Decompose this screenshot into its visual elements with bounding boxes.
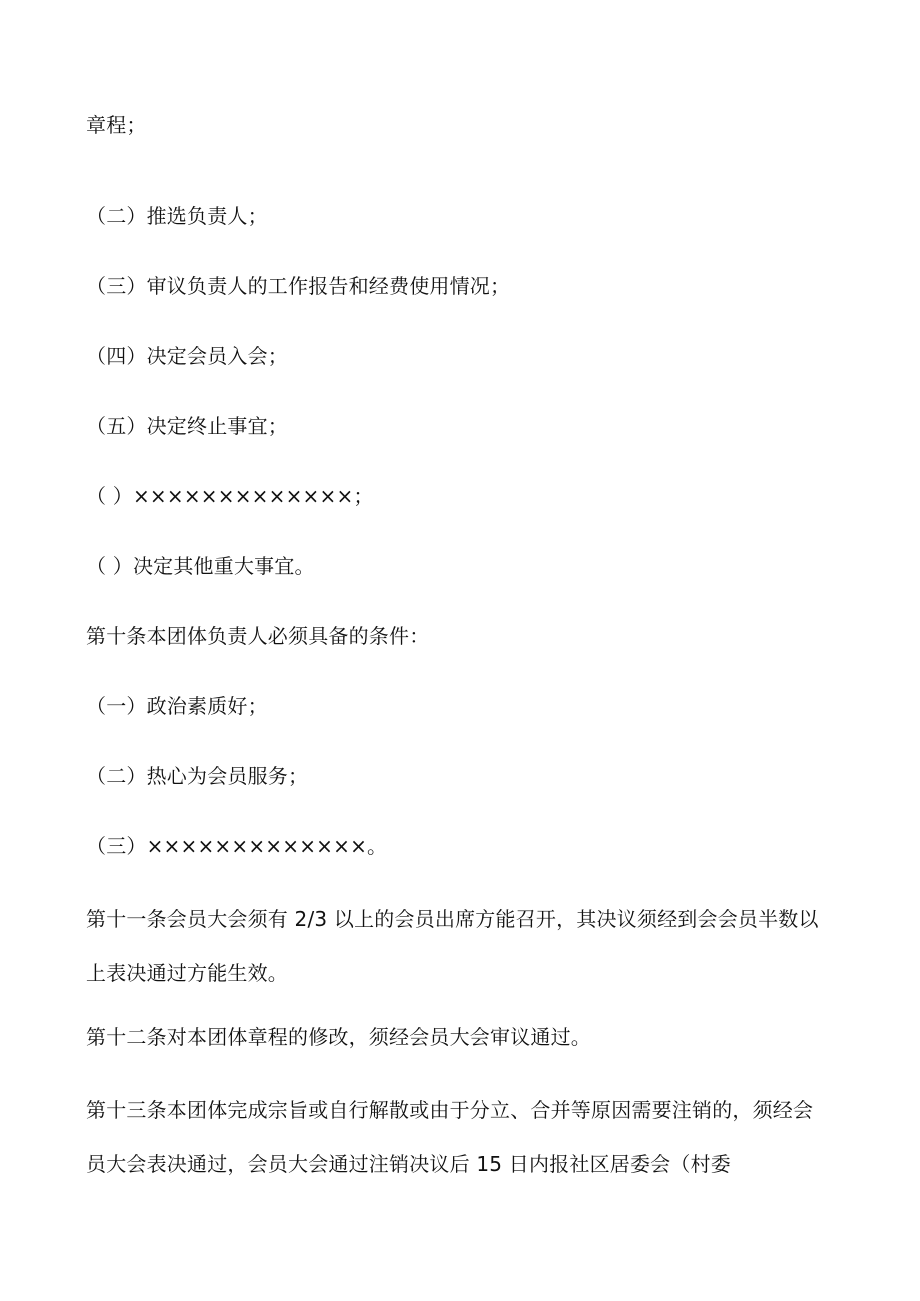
list-item-blank-placeholder: （ ）×××××××××××××； xyxy=(86,484,374,508)
condition-item-1: （一）政治素质好； xyxy=(86,694,268,718)
list-item-3: （三）审议负责人的工作报告和经费使用情况； xyxy=(86,274,511,298)
article-13-paragraph: 第十三条本团体完成宗旨或自行解散或由于分立、合并等原因需要注销的，须经会员大会表决通过，会员大会通过注销决议后 15 日内报社区居委会（村委 xyxy=(86,1098,814,1176)
condition-item-3: （三）×××××××××××××。 xyxy=(86,834,388,858)
list-item-4: （四）决定会员入会； xyxy=(86,344,288,368)
article-10-heading: 第十条本团体负责人必须具备的条件： xyxy=(86,624,430,648)
article-12-paragraph: 第十二条对本团体章程的修改，须经会员大会审议通过。 xyxy=(86,1025,591,1049)
condition-item-2: （二）热心为会员服务； xyxy=(86,764,309,788)
list-item-blank-other: （ ）决定其他重大事宜。 xyxy=(86,554,315,578)
list-item-2: （二）推选负责人； xyxy=(86,204,268,228)
text-line-zhangcheng: 章程； xyxy=(86,113,147,137)
article-11-paragraph: 第十一条会员大会须有 2/3 以上的会员出席方能召开，其决议须经到会会员半数以上表决通过方能生效。 xyxy=(86,907,819,985)
list-item-5: （五）决定终止事宜； xyxy=(86,414,288,438)
